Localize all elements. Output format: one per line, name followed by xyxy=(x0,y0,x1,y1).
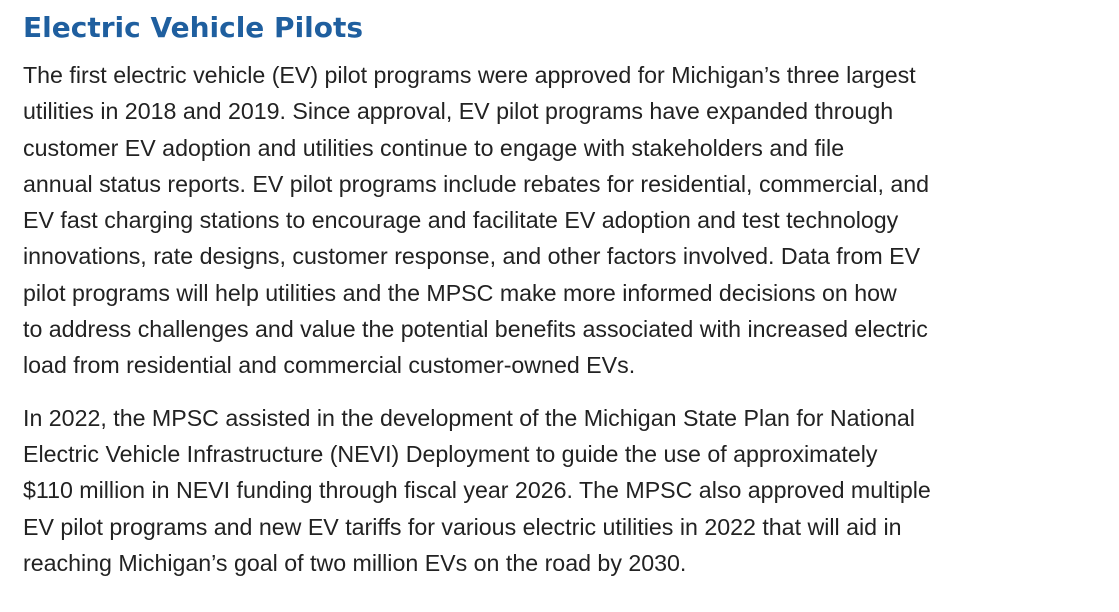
paragraph-line: utilities in 2018 and 2019. Since approval, EV pilot programs have expanded through xyxy=(23,98,894,125)
article-section xyxy=(23,8,1103,597)
paragraph-line: innovations, rate designs, customer response, and other factors involved. Data from EV xyxy=(23,243,921,270)
section-title: Electric Vehicle Pilots xyxy=(23,11,364,44)
paragraph-line: Electric Vehicle Infrastructure (NEVI) Deployment to guide the use of approximately xyxy=(23,440,878,467)
paragraph-line: EV fast charging stations to encourage and facilitate EV adoption and test technology xyxy=(23,207,899,234)
paragraph-line: pilot programs will help utilities and the MPSC make more informed decisions on how xyxy=(23,279,897,306)
paragraph-line: to address challenges and value the potential benefits associated with increased electric xyxy=(23,316,928,343)
paragraph-line: annual status reports. EV pilot programs include rebates for residential, commercial, and xyxy=(23,170,930,197)
paragraph-ev-pilot-programs xyxy=(23,57,1103,384)
paragraph-line: reaching Michigan’s goal of two million EVs on the road by 2030. xyxy=(23,549,687,576)
paragraph-line: EV pilot programs and new EV tariffs for various electric utilities in 2022 that will aid in xyxy=(23,513,902,540)
paragraph-line: In 2022, the MPSC assisted in the development of the Michigan State Plan for National xyxy=(23,404,915,431)
paragraph-line: load from residential and commercial customer-owned EVs. xyxy=(23,352,636,379)
paragraph-line: $110 million in NEVI funding through fiscal year 2026. The MPSC also approved multiple xyxy=(23,477,931,504)
paragraph-line: customer EV adoption and utilities continue to engage with stakeholders and file xyxy=(23,134,845,161)
paragraph-line: The first electric vehicle (EV) pilot programs were approved for Michigan’s three largest xyxy=(23,62,916,88)
paragraph-nevi-deployment xyxy=(23,400,1103,581)
